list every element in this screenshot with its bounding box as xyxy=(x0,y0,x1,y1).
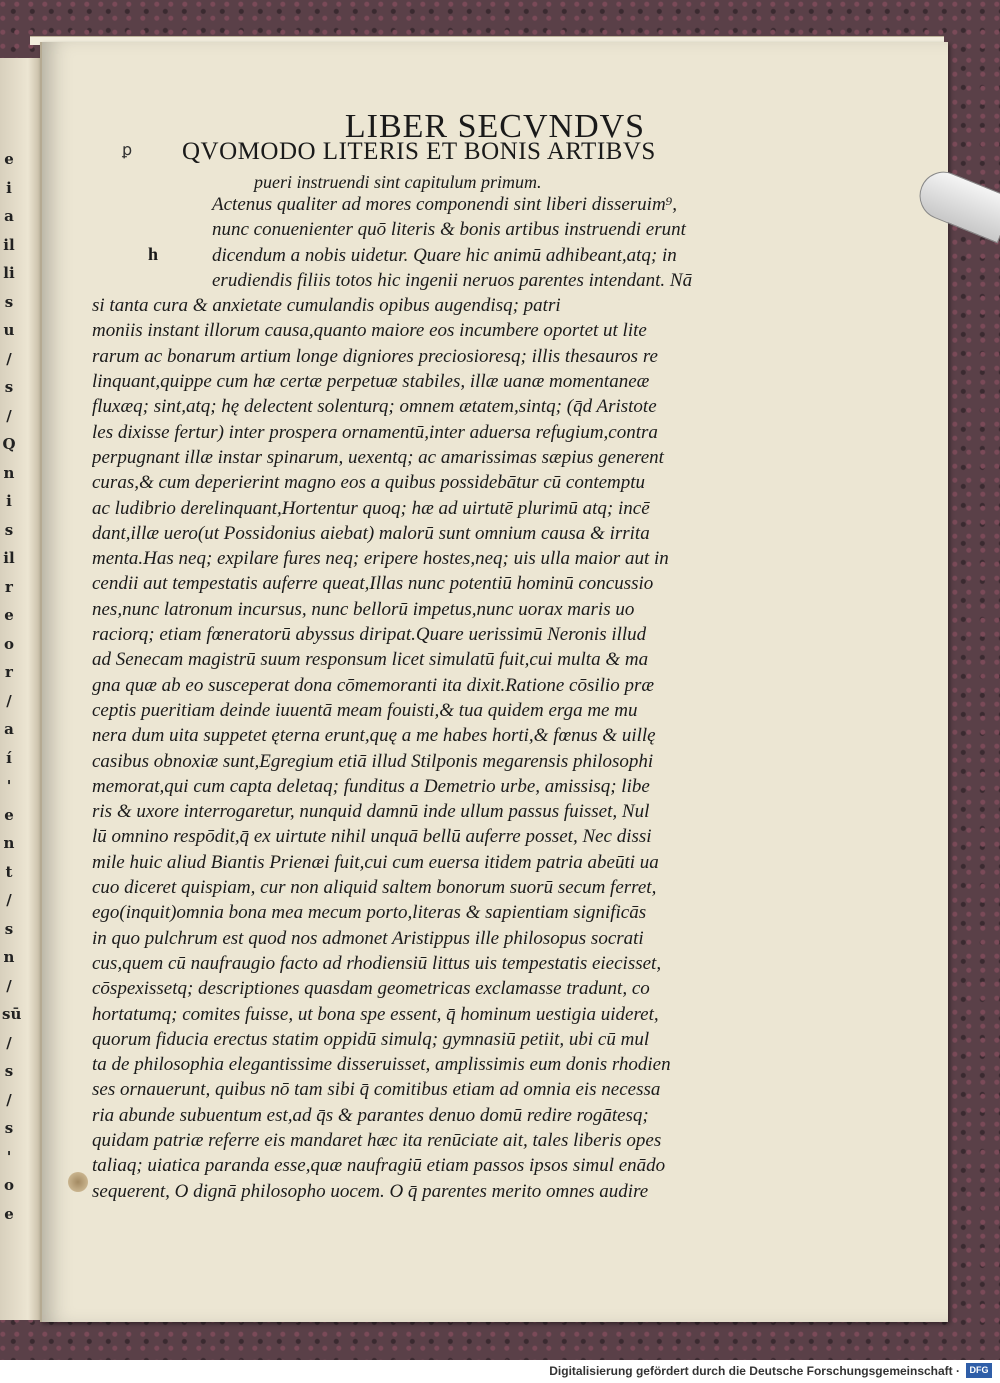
left-page-edge-letter: t xyxy=(5,862,13,881)
text-line: raciorq; etiam fœneratorū abyssus diripat.Quare uerissimū Neronis illud xyxy=(92,624,647,646)
text-line: perpugnant illæ instar spinarum, uexentq; ac amarissimas sæpius generent xyxy=(92,446,664,468)
text-line: ceptis pueritiam deinde iuuentā meam fouisti,& tua quidem erga me mu xyxy=(92,699,638,721)
text-line: rarum ac bonarum artium longe digniores preciosioresq; illis thesauros re xyxy=(92,345,658,367)
text-line: linquant,quippe cum hæ certæ perpetuæ stabiles, illæ uanæ momentaneæ xyxy=(92,371,650,393)
left-page-edge-letter: s xyxy=(4,1119,14,1137)
text-line: ris & uxore interrogaretur, nunquid damnū inde ullum passus fuisset, Nul xyxy=(92,801,650,823)
left-page-edge-letter: n xyxy=(3,834,15,852)
text-line: ego(inquit)omnia bona mea mecum porto,literas & sapientiam significās xyxy=(92,902,647,924)
guide-letter: h xyxy=(148,244,159,264)
left-page-edge-letter: r xyxy=(5,663,13,681)
left-page-edge-letter: s xyxy=(4,1062,14,1080)
text-line: curas,& cum deperierint magno eos a quibus possidebātur cū contemptu xyxy=(92,472,646,494)
text-line: moniis instant illorum causa,quanto maiore eos incumbere oportet ut lite xyxy=(92,320,647,342)
text-line: nes,nunc latronum incursus, nunc bellorū impetus,nunc uorax maris uo xyxy=(92,598,635,620)
left-page-edge-letter: i xyxy=(6,492,12,510)
text-line: lū omnino respōdit,q̄ ex uirtute nihil unquā bellū auferre posset, Nec dissi xyxy=(92,826,652,848)
book-page xyxy=(40,42,948,1322)
text-line: nera dum uita suppetet ęterna erunt,quę a me habes horti,& fœnus & uillę xyxy=(92,725,656,747)
text-line: in quo pulchrum est quod nos admonet Aristippus ille philosopus socrati xyxy=(92,927,644,949)
text-line: cendii aut tempestatis auferre queat,Illas nunc potentiū hominū concussio xyxy=(92,573,654,595)
left-page-edge-letter: / xyxy=(6,976,12,995)
left-page-edge-letter: o xyxy=(3,634,14,653)
text-line: dicendum a nobis uidetur. Quare hic animū adhibeant,atq; in xyxy=(212,244,677,266)
left-page-edge-letter: / xyxy=(6,1033,12,1052)
left-page-edge-letter: / xyxy=(6,891,12,909)
left-page-edge-letter: e xyxy=(4,150,14,168)
text-line: ad Senecam magistrū suum responsum licet simulatū fuit,cui multa & ma xyxy=(92,649,649,671)
margin-mark: ꝑ xyxy=(122,140,133,159)
chapter-title: QVOMODO LITERIS ET BONIS ARTIBVS xyxy=(182,138,656,165)
text-line: taliaq; uiatica paranda esse,quæ naufragiū etiam passos ipsos simul enādo xyxy=(92,1155,666,1177)
text-line: les dixisse fertur) inter prospera ornamentū,inter aduersa refugium,contra xyxy=(92,421,658,443)
text-line: casibus obnoxiæ sunt,Egregium etiā illud Stilponis megarensis philosophi xyxy=(92,750,654,772)
left-page-edge-letter: / xyxy=(6,406,12,425)
left-page-edge-letter: sū xyxy=(2,1005,22,1023)
left-page-edge-letter: / xyxy=(6,349,12,368)
left-page-edge-letter: s xyxy=(4,378,14,396)
left-page-edge-letter: e xyxy=(4,805,14,824)
text-line: si tanta cura & anxietate cumulandis opibus augendisq; patri xyxy=(92,295,561,317)
left-page-edge-letter: o xyxy=(3,1176,14,1194)
text-line: memorat,qui cum capta deletaq; funditus a Demetrio urbe, amissisq; libe xyxy=(92,775,650,797)
text-line: quorum fiducia erectus statim oppidū simulq; gymnasiū petiit, ubi cū mul xyxy=(92,1028,650,1050)
left-page-edge-letter: / xyxy=(6,691,12,710)
left-page-edge-letter: í xyxy=(6,748,12,767)
left-page-edge-letter: ' xyxy=(6,777,12,795)
left-page-edge-letter: i xyxy=(6,178,12,197)
text-line: ac ludibrio derelinquant,Hortentur quoq; hæ ad uirtutē plurimū atq; incē xyxy=(92,497,650,519)
left-page-edge-letter: a xyxy=(4,720,14,738)
paper-stain xyxy=(68,1172,88,1192)
text-line: cus,quem cū naufraugio facto ad rhodiensiū littus uis tempestatis eiecisset, xyxy=(92,952,662,974)
text-line: Actenus qualiter ad mores componendi sint liberi disseruim⁹, xyxy=(212,194,678,215)
left-page-edge-letter: e xyxy=(4,606,14,624)
text-line: sequerent, O dignā philosopho uocem. O q̄ parentes merito omnes audire xyxy=(92,1180,649,1202)
left-page-edge-letter: Q xyxy=(2,435,16,453)
left-page-edge-letter: il xyxy=(3,549,15,567)
left-page-edge-letter: s xyxy=(4,520,14,539)
left-page-edge-letter: e xyxy=(4,1204,14,1223)
text-line: fluxæq; sint,atq; hę delectent solenturq; omnem ætatem,sintq; (q̄d Aristote xyxy=(92,396,657,418)
left-page-edge-letter: s xyxy=(4,919,14,938)
left-page-edge-letter: n xyxy=(3,948,15,966)
dfg-logo: DFG xyxy=(966,1363,992,1378)
text-line: dant,illæ uero(ut Possidonius aiebat) malorū sunt omnium causa & irrita xyxy=(92,522,650,544)
left-page-edge-letter: / xyxy=(6,1090,12,1109)
text-line: ses ornauerunt, quibus nō tam sibi q̄ comitibus etiam ad omnia eis necessa xyxy=(92,1079,661,1101)
left-page-edge-letter: s xyxy=(4,292,14,311)
text-line: ria abunde subuentum est,ad q̄s & parantes denuo domū redire rogātesq; xyxy=(92,1104,649,1126)
left-page-edge-letter: li xyxy=(3,264,15,282)
left-page-edge-letter: r xyxy=(5,577,13,596)
text-line: mile huic aliud Biantis Prienæi fuit,cui cum euersa itidem patria abeūti ua xyxy=(92,851,659,873)
text-line: cuo diceret quispiam, cur non aliquid saltem bonorum suorū secum ferret, xyxy=(92,877,657,899)
left-page-edge-letter: a xyxy=(4,207,14,225)
footer-credit: Digitalisierung gefördert durch die Deutsche Forschungsgemeinschaft · xyxy=(549,1364,960,1378)
text-line: menta.Has neq; expilare fures neq; eripere hostes,neq; uis ulla maior aut in xyxy=(92,548,669,570)
text-line: hortatumq; comites fuisse, ut bona spe essent, q̄ hominum uestigia uideret, xyxy=(92,1003,659,1025)
running-title: LIBER SECVNDVS xyxy=(344,108,646,145)
text-line: ta de philosophia elegantissime disseruisset, amplissimis eum donis rhodien xyxy=(92,1054,671,1076)
body-text xyxy=(92,192,832,1204)
left-facing-page xyxy=(0,58,41,1320)
text-line: cōspexissetq; descriptiones quasdam geometricas exclamasse tradunt, co xyxy=(92,978,650,1000)
text-line: quidam patriæ referre eis mandaret hæc ita renūciate ait, tales liberis opes xyxy=(92,1129,662,1151)
text-line: erudiendis filiis totos hic ingenii neruos parentes intendant. Nā xyxy=(212,269,693,291)
text-line: nunc conuenienter quō literis & bonis artibus instruendi erunt xyxy=(212,219,686,241)
left-page-edge-letter: il xyxy=(3,235,15,254)
left-page-edge-letter: u xyxy=(3,321,15,339)
footer-bar xyxy=(0,1360,1000,1383)
left-page-edge-letter: ' xyxy=(6,1147,12,1166)
chapter-subtitle: pueri instruendi sint capitulum primum. xyxy=(254,172,542,192)
left-page-edge-letter: n xyxy=(3,463,15,482)
text-line: gna quæ ab eo susceperat dona cōmemoranti ita dixit.Ratione cōsilio præ xyxy=(92,674,655,696)
